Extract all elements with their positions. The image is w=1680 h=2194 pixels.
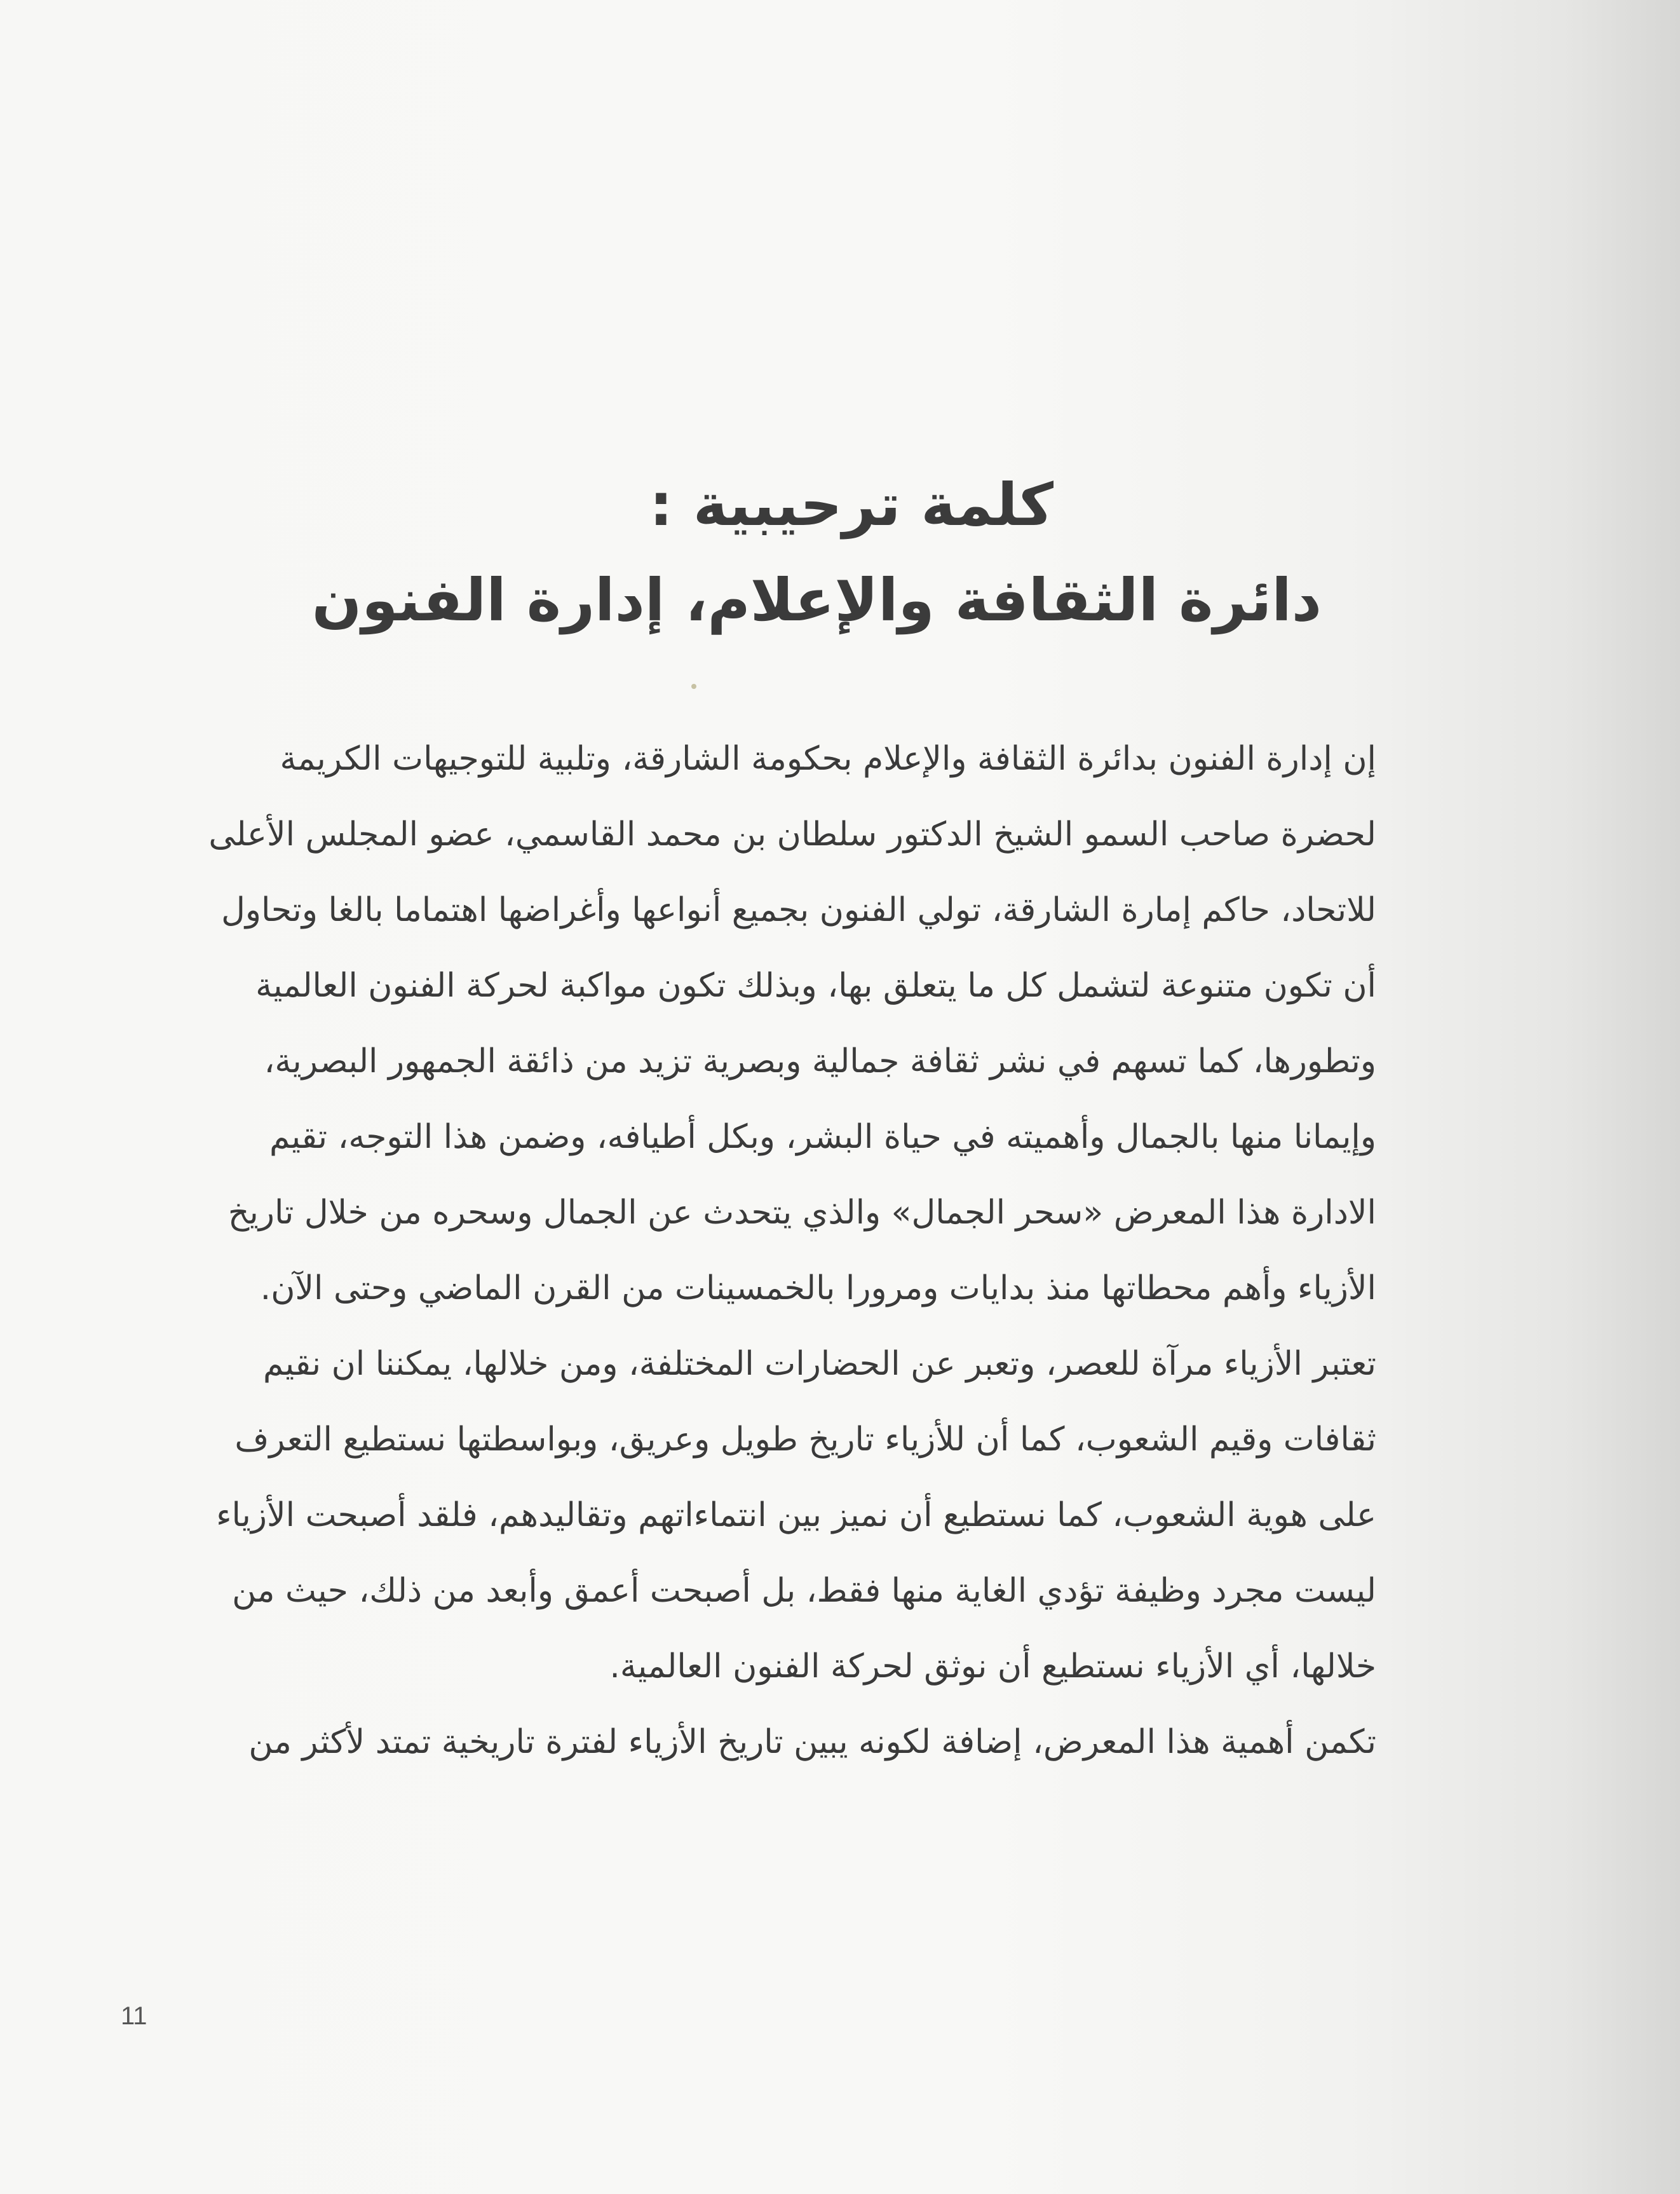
page-title: [311, 458, 1322, 648]
text-line: تكمن أهمية هذا المعرض، إضافة لكونه يبين تاريخ الأزياء لفترة تاريخية تمتد لأكثر من: [248, 1723, 1376, 1761]
paragraph-3: [248, 1705, 1376, 1780]
page-number: 11: [121, 2002, 147, 2030]
text-line: خلالها، أي الأزياء نستطيع أن نوثق لحركة الفنون العالمية.: [609, 1647, 1376, 1686]
text-line: الأزياء وأهم محطاتها منذ بدايات ومرورا بالخمسينات من القرن الماضي وحتى الآن.: [260, 1269, 1376, 1307]
text-line: ليست مجرد وظيفة تؤدي الغاية منها فقط، بل أصبحت أعمق وأبعد من ذلك، حيث من: [232, 1572, 1376, 1610]
text-line: على هوية الشعوب، كما نستطيع أن نميز بين انتماءاتهم وتقاليدهم، فلقد أصبحت الأزياء: [216, 1496, 1376, 1534]
text-line: وإيمانا منها بالجمال وأهميته في حياة البشر، وبكل أطيافه، وضمن هذا التوجه، تقيم: [269, 1118, 1376, 1156]
text-line: وتطورها، كما تسهم في نشر ثقافة جمالية وبصرية تزيد من ذائقة الجمهور البصرية،: [264, 1042, 1376, 1080]
title-line-2: دائرة الثقافة والإعلام، إدارة الفنون: [311, 566, 1322, 634]
text-line: إن إدارة الفنون بدائرة الثقافة والإعلام بحكومة الشارقة، وتلبية للتوجيهات الكريمة: [280, 740, 1376, 778]
text-line: ثقافات وقيم الشعوب، كما أن للأزياء تاريخ طويل وعريق، وبواسطتها نستطيع التعرف: [234, 1421, 1376, 1459]
text-line: للاتحاد، حاكم إمارة الشارقة، تولي الفنون بجميع أنواعها وأغراضها اهتماما بالغا وتحاول: [221, 891, 1376, 929]
text-line: لحضرة صاحب السمو الشيخ الدكتور سلطان بن محمد القاسمي، عضو المجلس الأعلى: [208, 815, 1376, 854]
text-line: تعتبر الأزياء مرآة للعصر، وتعبر عن الحضارات المختلفة، ومن خلالها، يمكننا ان نقيم: [262, 1345, 1376, 1383]
paragraph-1: [208, 721, 1376, 1326]
text-line: أن تكون متنوعة لتشمل كل ما يتعلق بها، وبذلك تكون مواكبة لحركة الفنون العالمية: [255, 967, 1376, 1005]
paragraph-2: [216, 1326, 1376, 1705]
body-text: [208, 721, 1376, 1780]
paper-speck: [691, 684, 696, 689]
title-line-1: كلمة ترحيبية :: [649, 471, 1053, 539]
text-line: الادارة هذا المعرض «سحر الجمال» والذي يتحدث عن الجمال وسحره من خلال تاريخ: [227, 1194, 1376, 1232]
